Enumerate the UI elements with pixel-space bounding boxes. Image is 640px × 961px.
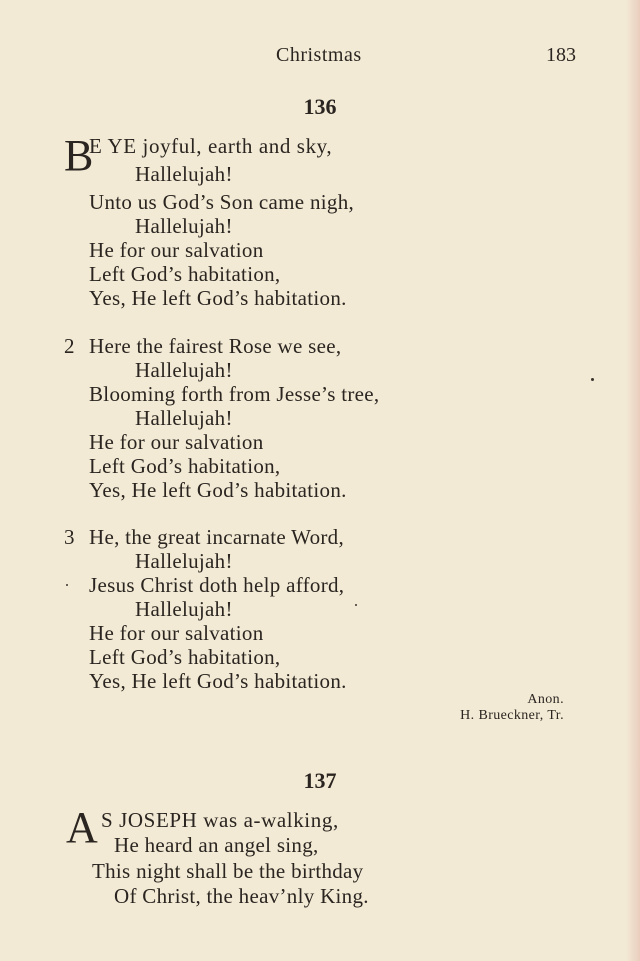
hymn-line: Hallelujah! <box>135 597 233 621</box>
hymn-line: S JOSEPH was a-walking, <box>101 808 339 832</box>
hymn-line: Yes, He left God’s habitation. <box>89 478 347 502</box>
hymn-line: Jesus Christ doth help afford, <box>89 573 345 597</box>
drop-cap: B <box>64 131 94 180</box>
section-title: Christmas <box>276 44 362 66</box>
hymn-line: He for our salvation <box>89 621 264 645</box>
hymn-line: Of Christ, the heav’nly King. <box>114 884 369 908</box>
page-number: 183 <box>546 44 576 66</box>
hymn-line: This night shall be the birthday <box>92 859 364 883</box>
ink-speck <box>591 378 594 381</box>
hymn-line: Hallelujah! <box>135 214 233 238</box>
attribution: Anon. <box>527 692 564 707</box>
stanza-number: 3 <box>64 525 75 549</box>
hymn-line: Yes, He left God’s habitation. <box>89 669 347 693</box>
hymn-line: He for our salvation <box>89 430 264 454</box>
hymn-line: Hallelujah! <box>135 406 233 430</box>
hymn-line: Left God’s habitation, <box>89 262 281 286</box>
hymn-line: Here the fairest Rose we see, <box>89 334 342 358</box>
hymn-line: Hallelujah! <box>135 358 233 382</box>
page-edge <box>626 0 640 961</box>
hymn-number: 137 <box>303 768 337 793</box>
attribution: H. Brueckner, Tr. <box>460 708 564 723</box>
hymn-line: Yes, He left God’s habitation. <box>89 286 347 310</box>
hymn-line: Hallelujah! <box>135 549 233 573</box>
hymn-line: He, the great incarnate Word, <box>89 525 345 549</box>
hymn-line: Blooming forth from Jesse’s tree, <box>89 382 380 406</box>
running-head <box>0 44 640 70</box>
hymn-number: 136 <box>303 94 337 119</box>
hymn-line: Unto us God’s Son came nigh, <box>89 190 355 214</box>
hymn-line: Hallelujah! <box>135 162 233 186</box>
hymn-line: He for our salvation <box>89 238 264 262</box>
stanza-number: 2 <box>64 334 75 358</box>
hymn-line: Left God’s habitation, <box>89 454 281 478</box>
ink-speck <box>66 584 68 586</box>
drop-cap: A <box>66 803 98 852</box>
ink-speck <box>355 604 357 606</box>
hymn-line: He heard an angel sing, <box>114 833 319 857</box>
hymn-line: Left God’s habitation, <box>89 645 281 669</box>
hymn-line: E YE joyful, earth and sky, <box>89 134 333 158</box>
